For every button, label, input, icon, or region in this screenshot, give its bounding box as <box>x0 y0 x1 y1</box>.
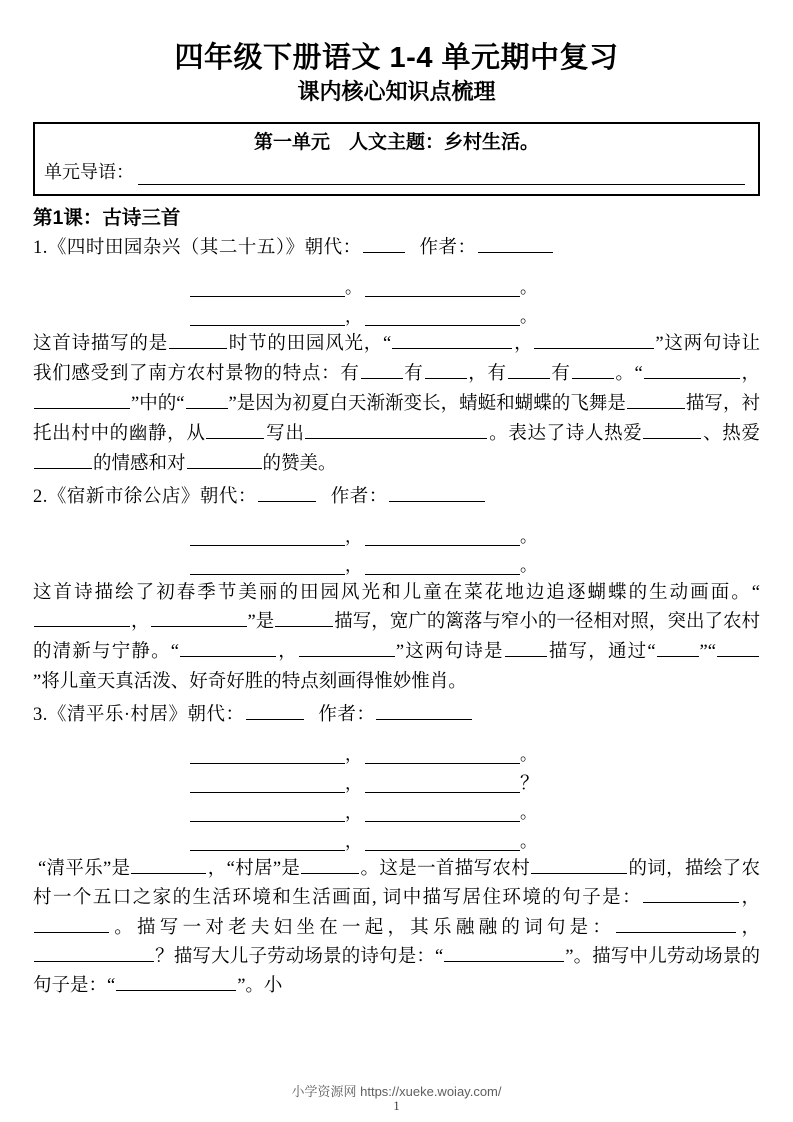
unit-guide-label: 单元导语： <box>44 162 134 183</box>
answer-blank[interactable] <box>572 364 614 379</box>
verse-row <box>33 793 760 822</box>
verse-blank[interactable] <box>190 806 345 822</box>
poem-1-author-label: 作者： <box>419 238 477 259</box>
verse-punctuation: ， <box>345 306 362 326</box>
verse-blank[interactable] <box>190 777 345 793</box>
verse-punctuation: ， <box>345 803 362 823</box>
text: ， <box>513 333 534 354</box>
answer-blank[interactable] <box>34 454 92 469</box>
answer-blank[interactable] <box>151 612 247 627</box>
verse-punctuation: 。 <box>520 555 537 575</box>
text: ，有 <box>467 363 507 384</box>
text: 这首诗描写的是 <box>33 333 168 354</box>
poem-3-author-blank[interactable] <box>376 705 472 720</box>
poem-3-author-label: 作者： <box>318 705 376 726</box>
verse-punctuation: ， <box>345 832 362 852</box>
verse-row <box>33 546 760 575</box>
text: ”这两句诗让我们感受到了南方农村景物的特点：有 <box>33 333 760 384</box>
answer-blank[interactable] <box>169 334 227 349</box>
unit-header-box <box>33 122 760 196</box>
answer-blank[interactable] <box>34 394 130 409</box>
unit-guide-blank[interactable] <box>138 169 745 185</box>
page-title: 四年级下册语文 1-4 单元期中复习 <box>174 42 619 74</box>
verse-blank[interactable] <box>365 806 520 822</box>
verse-blank[interactable] <box>365 559 520 575</box>
text: 这首诗描绘了初春季节美丽的田园风光和儿童在菜花地边追逐蝴蝶的生动画面。“ <box>33 582 760 603</box>
answer-blank[interactable] <box>644 364 740 379</box>
poem-3-analysis <box>33 855 760 1001</box>
verse-punctuation: ？ <box>520 773 540 795</box>
answer-blank[interactable] <box>34 918 109 933</box>
footer-watermark: 小学资源网 https://xueke.woiay.com/ <box>291 1084 502 1099</box>
answer-blank[interactable] <box>643 888 739 903</box>
poem-1-dynasty-blank[interactable] <box>363 238 405 253</box>
poem-2-verse-block <box>33 517 760 575</box>
verse-punctuation: 。 <box>520 803 537 823</box>
verse-blank[interactable] <box>365 530 520 546</box>
verse-punctuation: ， <box>345 555 362 575</box>
verse-blank[interactable] <box>190 748 345 764</box>
verse-punctuation: ， <box>345 774 362 794</box>
answer-blank[interactable] <box>186 394 228 409</box>
verse-row <box>33 517 760 546</box>
answer-blank[interactable] <box>425 364 467 379</box>
text: 写出 <box>265 423 305 444</box>
verse-punctuation: 。 <box>520 306 537 326</box>
poem-2-analysis <box>33 579 760 699</box>
answer-blank[interactable] <box>206 424 264 439</box>
text: ”中的“ <box>131 393 185 414</box>
text: ”“ <box>699 642 716 663</box>
unit-guide-row <box>44 161 749 184</box>
poem-1-author-blank[interactable] <box>478 238 553 253</box>
poem-1-verse-block <box>33 268 760 326</box>
answer-blank[interactable] <box>444 947 564 962</box>
text: 有 <box>550 363 571 384</box>
answer-blank[interactable] <box>627 394 685 409</box>
verse-row <box>33 297 760 326</box>
verse-punctuation: ， <box>345 745 362 765</box>
text: 时节的田园风光，“ <box>228 333 392 354</box>
text: ， <box>277 642 298 663</box>
poem-2-author-label: 作者： <box>330 486 388 507</box>
text: 、热爱 <box>702 423 760 444</box>
verse-blank[interactable] <box>190 310 345 326</box>
verse-blank[interactable] <box>190 559 345 575</box>
text: ”是 <box>247 612 275 633</box>
verse-punctuation: 。 <box>520 832 537 852</box>
answer-blank[interactable] <box>34 947 154 962</box>
answer-blank[interactable] <box>305 424 487 439</box>
poem-2-title-label: 2.《宿新市徐公店》朝代： <box>33 486 257 507</box>
verse-punctuation: 。 <box>345 277 362 297</box>
text: 的词，描绘了农村一个五口之家的生活环境和生活画面, 词中描写居住环境的句子是： <box>33 859 760 909</box>
unit-title: 第一单元 人文主题：乡村生活。 <box>253 131 539 153</box>
answer-blank[interactable] <box>643 424 701 439</box>
answer-blank[interactable] <box>361 364 403 379</box>
poem-3-dynasty-blank[interactable] <box>246 705 304 720</box>
verse-blank[interactable] <box>190 835 345 851</box>
poem-3-header <box>33 702 760 729</box>
text: “清平乐”是 <box>37 859 131 880</box>
answer-blank[interactable] <box>531 859 627 874</box>
page-subtitle: 课内核心知识点梳理 <box>297 79 496 105</box>
answer-blank[interactable] <box>505 642 547 657</box>
verse-punctuation: 。 <box>520 277 537 297</box>
verse-blank[interactable] <box>190 530 345 546</box>
text: ”。小 <box>237 976 283 997</box>
answer-blank[interactable] <box>616 918 736 933</box>
poem-2-dynasty-blank[interactable] <box>258 487 316 502</box>
verse-punctuation: 。 <box>520 526 537 546</box>
text: 。这是一首描写农村 <box>360 859 531 880</box>
poem-1-header <box>33 235 760 262</box>
text: ？描写大儿子劳动场景的诗句是：“ <box>155 946 444 967</box>
answer-blank[interactable] <box>131 859 206 874</box>
verse-blank[interactable] <box>365 310 520 326</box>
answer-blank[interactable] <box>508 364 550 379</box>
answer-blank[interactable] <box>34 612 130 627</box>
text: ”将儿童天真活泼、好奇好胜的特点刻画得惟妙惟肖。 <box>33 672 467 693</box>
poem-3-title-label: 3.《清平乐·村居》朝代： <box>33 705 245 726</box>
text: 描写，通过“ <box>547 642 656 663</box>
answer-blank[interactable] <box>275 612 333 627</box>
text: 描写，衬托出村中的幽静，从 <box>33 393 760 444</box>
answer-blank[interactable] <box>657 642 699 657</box>
verse-blank[interactable] <box>190 281 345 297</box>
verse-blank[interactable] <box>365 748 520 764</box>
answer-blank[interactable] <box>717 642 759 657</box>
verse-row <box>33 822 760 851</box>
text: 有 <box>403 363 424 384</box>
text: 描写，宽广的篱落与窄小的一径相对照，突出了农村的清新与宁静。“ <box>33 612 760 663</box>
text: ”。描写中儿劳动场景的句子是：“ <box>33 946 760 997</box>
text: ， <box>737 917 760 938</box>
answer-blank[interactable] <box>187 454 262 469</box>
text: 的赞美。 <box>262 453 337 474</box>
text: ”这两句诗是 <box>395 642 504 663</box>
poem-2-author-blank[interactable] <box>389 487 485 502</box>
verse-punctuation: ， <box>345 526 362 546</box>
page-number: 1 <box>393 1099 400 1113</box>
text: 。表达了诗人热爱 <box>488 423 643 444</box>
poem-2-header <box>33 484 760 511</box>
text: ， <box>740 888 760 909</box>
poem-1-analysis <box>33 330 760 480</box>
poem-1-title-label: 1.《四时田园杂兴（其二十五）》朝代： <box>33 238 362 259</box>
verse-row <box>33 268 760 297</box>
verse-blank[interactable] <box>365 777 520 793</box>
answer-blank[interactable] <box>299 642 395 657</box>
answer-blank[interactable] <box>301 859 359 874</box>
text: ， <box>131 612 150 633</box>
answer-blank[interactable] <box>534 334 654 349</box>
verse-blank[interactable] <box>365 281 520 297</box>
text: 。描写一对老夫妇坐在一起，其乐融融的词句是： <box>110 917 616 938</box>
answer-blank[interactable] <box>392 334 512 349</box>
answer-blank[interactable] <box>116 976 236 991</box>
lesson-heading: 第1课：古诗三首 <box>33 206 181 229</box>
verse-punctuation: 。 <box>520 745 537 765</box>
answer-blank[interactable] <box>180 642 276 657</box>
text: ”是因为初夏白天渐渐变长，蜻蜓和蝴蝶的飞舞是 <box>228 393 626 414</box>
verse-blank[interactable] <box>365 835 520 851</box>
text: 。“ <box>614 363 643 384</box>
text: ，“村居”是 <box>207 859 301 880</box>
verse-row <box>33 764 760 793</box>
text: ， <box>740 363 760 384</box>
verse-row <box>33 735 760 764</box>
text: 的情感和对 <box>93 453 186 474</box>
poem-3-verse-block <box>33 735 760 851</box>
